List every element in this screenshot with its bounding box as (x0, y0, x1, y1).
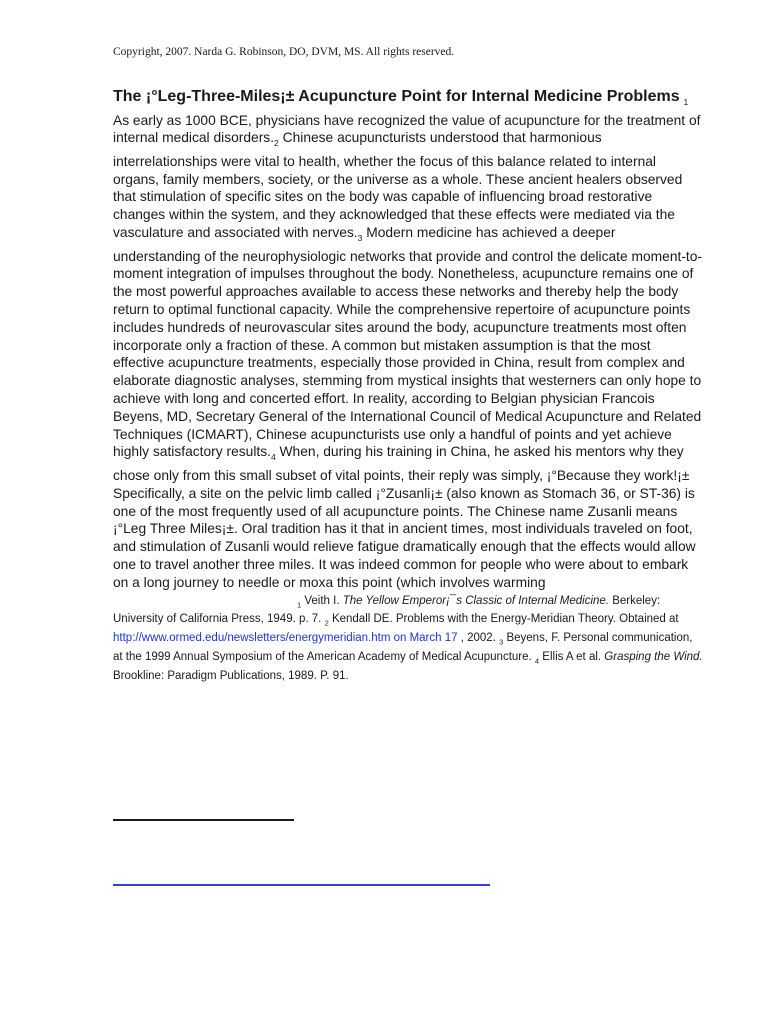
footnote-separator-rule (113, 819, 294, 821)
footnote-text: Kendall DE. Problems with the Energy-Meridian Theory. Obtained at (328, 613, 679, 626)
footnote-text: Beyens, F. Personal communication, at the 1999 Annual Symposium of the American Academy of Medical Acupuncture. (113, 632, 693, 664)
footnote-text: , 2002. (457, 632, 500, 645)
article-body (113, 88, 703, 592)
copyright-line: Copyright, 2007. Narda G. Robinson, DO, DVM, MS. All rights reserved. (113, 46, 455, 58)
footnote-link[interactable]: http://www.ormed.edu/newsletters/energymeridian.htm on March 17 (113, 632, 458, 645)
hyperlink-underline-rule (113, 884, 490, 886)
footnote-ref: 4 (270, 452, 276, 463)
body-paragraph-segment: When, during his training in China, he asked his mentors why they chose only from this small subset of vital points, their reply was simply, ¡°Because they work!¡± Specifically, a site on the pelvic limb called ¡°Zusanli¡± (also known as Stomach 36, or ST-36) is one of the most frequently used of all acupuncture points. The Chinese name Zusanli means ¡°Leg Three Miles¡±. Oral tradition has it that in ancient times, most individuals traveled on foot, and stimulation of Zusanli would relieve fatigue dramatically enough that the effects would allow one to travel another three miles. It was indeed common for people who were about to embark on a long journey to needle or moxa this point (which involves warming (113, 444, 696, 590)
footnotes-block (113, 594, 703, 685)
footnote-ref: 3 (357, 232, 363, 243)
body-paragraph-segment: Chinese acupuncturists understood that harmonious interrelationships were vital to health, whether the focus of this balance related to internal organs, family members, society, or the universe as a whole. These ancient healers observed that stimulation of specific sites on the body was capable of influencing broad restorative changes within the system, and they acknowledged that these effects were mediated via the vasculature and associated with nerves. (113, 130, 683, 241)
footnote-number: 3 (499, 637, 504, 647)
footnote-book-title: The Yellow Emperor¡¯s Classic of Internal Medicine. (342, 594, 610, 607)
footnote-text: Veith I. (301, 594, 343, 607)
document-page (113, 44, 703, 685)
footnote-number: 2 (324, 618, 329, 628)
body-paragraph-segment: As early as 1000 BCE, physicians have recognized the value of acupuncture for the treatment of internal medical disorders. (113, 112, 701, 146)
footnote-text: Berkeley: University of California Press, 1949. p. 7. (113, 594, 661, 626)
article-title: The ¡°Leg-Three-Miles¡± Acupuncture Point for Internal Medicine Problems (113, 88, 680, 105)
footnote-ref: 2 (274, 138, 279, 149)
footnote-ref: 1 (683, 96, 689, 107)
body-paragraph-segment: Modern medicine has achieved a deeper understanding of the neurophysiologic networks that provide and control the delicate moment-to-moment integration of impulses throughout the body. Nonetheless, acupuncture remains one of the most powerful approaches available to access these networks and thereby help the body return to optimal functional capacity. While the comprehensive repertoire of acupuncture points includes hundreds of neurovascular sites around the body, acupuncture treatments most often incorporate only a fraction of these. A common but mistaken assumption is that the most effective acupuncture treatments, especially those provided in China, result from complex and elaborate diagnostic analyses, stemming from mystical insights that westerners can only hope to achieve with long and concerted effort. In reality, according to Belgian physician Francois Beyens, MD, Secretary General of the International Council of Medical Acupuncture and Related Techniques (ICMART), Chinese acupuncturists use only a handful of points and yet achieve highly satisfactory results. (113, 225, 703, 460)
footnote-number: 4 (534, 656, 540, 666)
footnote-text: Ellis A et al. (539, 651, 605, 664)
footnote-number: 1 (297, 599, 302, 609)
footnote-text: Brookline: Paradigm Publications, 1989. P. 91. (113, 670, 349, 683)
footnote-book-title: Grasping the Wind. (604, 651, 703, 664)
